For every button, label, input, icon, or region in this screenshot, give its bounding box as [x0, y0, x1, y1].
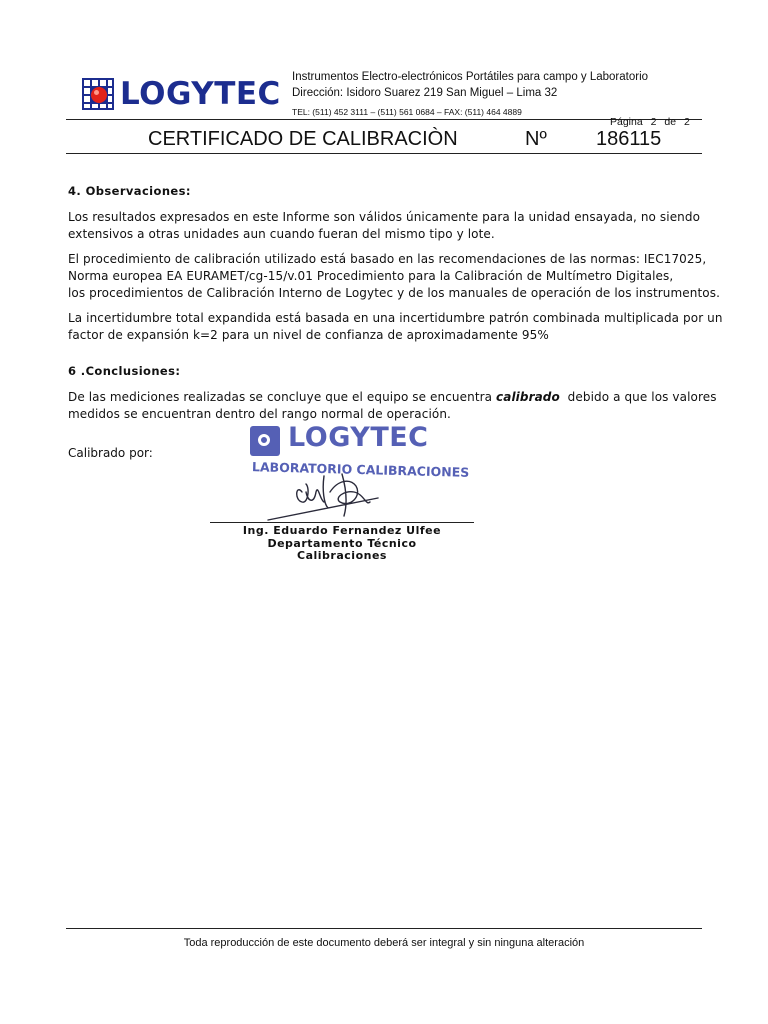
signer-area: Calibraciones — [297, 549, 387, 562]
logo-grid-icon — [82, 78, 114, 110]
conclusions-paragraph — [68, 389, 717, 423]
signer-name: Ing. Eduardo Fernandez Ulfee — [242, 524, 442, 537]
footer-divider — [66, 928, 702, 929]
text-line: factor de expansión k=2 para un nivel de confianza de aproximadamente 95% — [68, 328, 549, 342]
stamp-title: LOGYTEC — [288, 422, 429, 453]
observations-paragraph-3 — [68, 310, 723, 344]
signer-department: Departamento Técnico — [267, 537, 417, 550]
text-line: los procedimientos de Calibración Interno de Logytec y de los manuales de operación de los instrumentos. — [68, 286, 720, 300]
header-tagline: Instrumentos Electro-electrónicos Portátiles para campo y Laboratorio — [292, 71, 649, 83]
handwritten-signature — [258, 462, 408, 524]
header-address: Dirección: Isidoro Suarez 219 San Miguel – Lima 32 — [292, 87, 558, 99]
text-line: El procedimiento de calibración utilizado está basado en las recomendaciones de las normas: IEC17025, — [68, 252, 707, 266]
conclusion-text-after: debido a que los valores — [559, 390, 717, 404]
page-total: 2 — [684, 116, 690, 128]
conclusion-text: De las mediciones realizadas se concluye que el equipo se encuentra — [68, 390, 497, 404]
text-line — [68, 389, 717, 406]
footer-notice: Toda reproducción de este documento deberá ser integral y sin ninguna alteración — [183, 937, 585, 949]
header-divider-top — [66, 119, 702, 120]
text-line: extensivos a otras unidades aun cuando fueran del mismo tipo y lote. — [68, 227, 495, 241]
certificate-title: CERTIFICADO DE CALIBRACIÒN — [148, 128, 458, 150]
signature-line — [210, 522, 474, 523]
header-phones: TEL: (511) 452 3111 – (511) 561 0684 – FAX: (511) 464 4889 — [292, 107, 522, 117]
text-line: La incertidumbre total expandida está basada en una incertidumbre patrón combinada multiplicada por un — [68, 311, 723, 325]
observations-paragraph-2 — [68, 251, 720, 302]
logo-wordmark: LOGYTEC — [120, 76, 281, 112]
text-line: medidos se encuentran dentro del rango normal de operación. — [68, 407, 451, 421]
text-line: Los resultados expresados en este Informe son válidos únicamente para la unidad ensayada, no siendo — [68, 210, 701, 224]
text-line: Norma europea EA EURAMET/cg-15/v.01 Procedimiento para la Calibración de Multímetro Digitales, — [68, 269, 674, 283]
observations-paragraph-1 — [68, 209, 708, 243]
certificate-number-label: Nº — [525, 128, 547, 150]
page-of: de — [664, 116, 677, 128]
calibrated-by-label: Calibrado por: — [68, 446, 153, 460]
conclusions-heading: 6 .Conclusiones: — [68, 364, 181, 378]
company-logo — [82, 76, 281, 114]
calibrado-emphasis: calibrado — [496, 390, 560, 404]
stamp-logo-icon — [250, 426, 280, 456]
certificate-number: 186115 — [596, 128, 662, 150]
page-number — [610, 116, 695, 128]
stamp-subtitle: LABORATORIO CALIBRACIONES — [251, 459, 470, 480]
header-divider-bottom — [66, 153, 702, 154]
page-current: 2 — [650, 116, 657, 128]
page-label: Página — [610, 116, 643, 128]
observations-heading: 4. Observaciones: — [68, 184, 191, 198]
